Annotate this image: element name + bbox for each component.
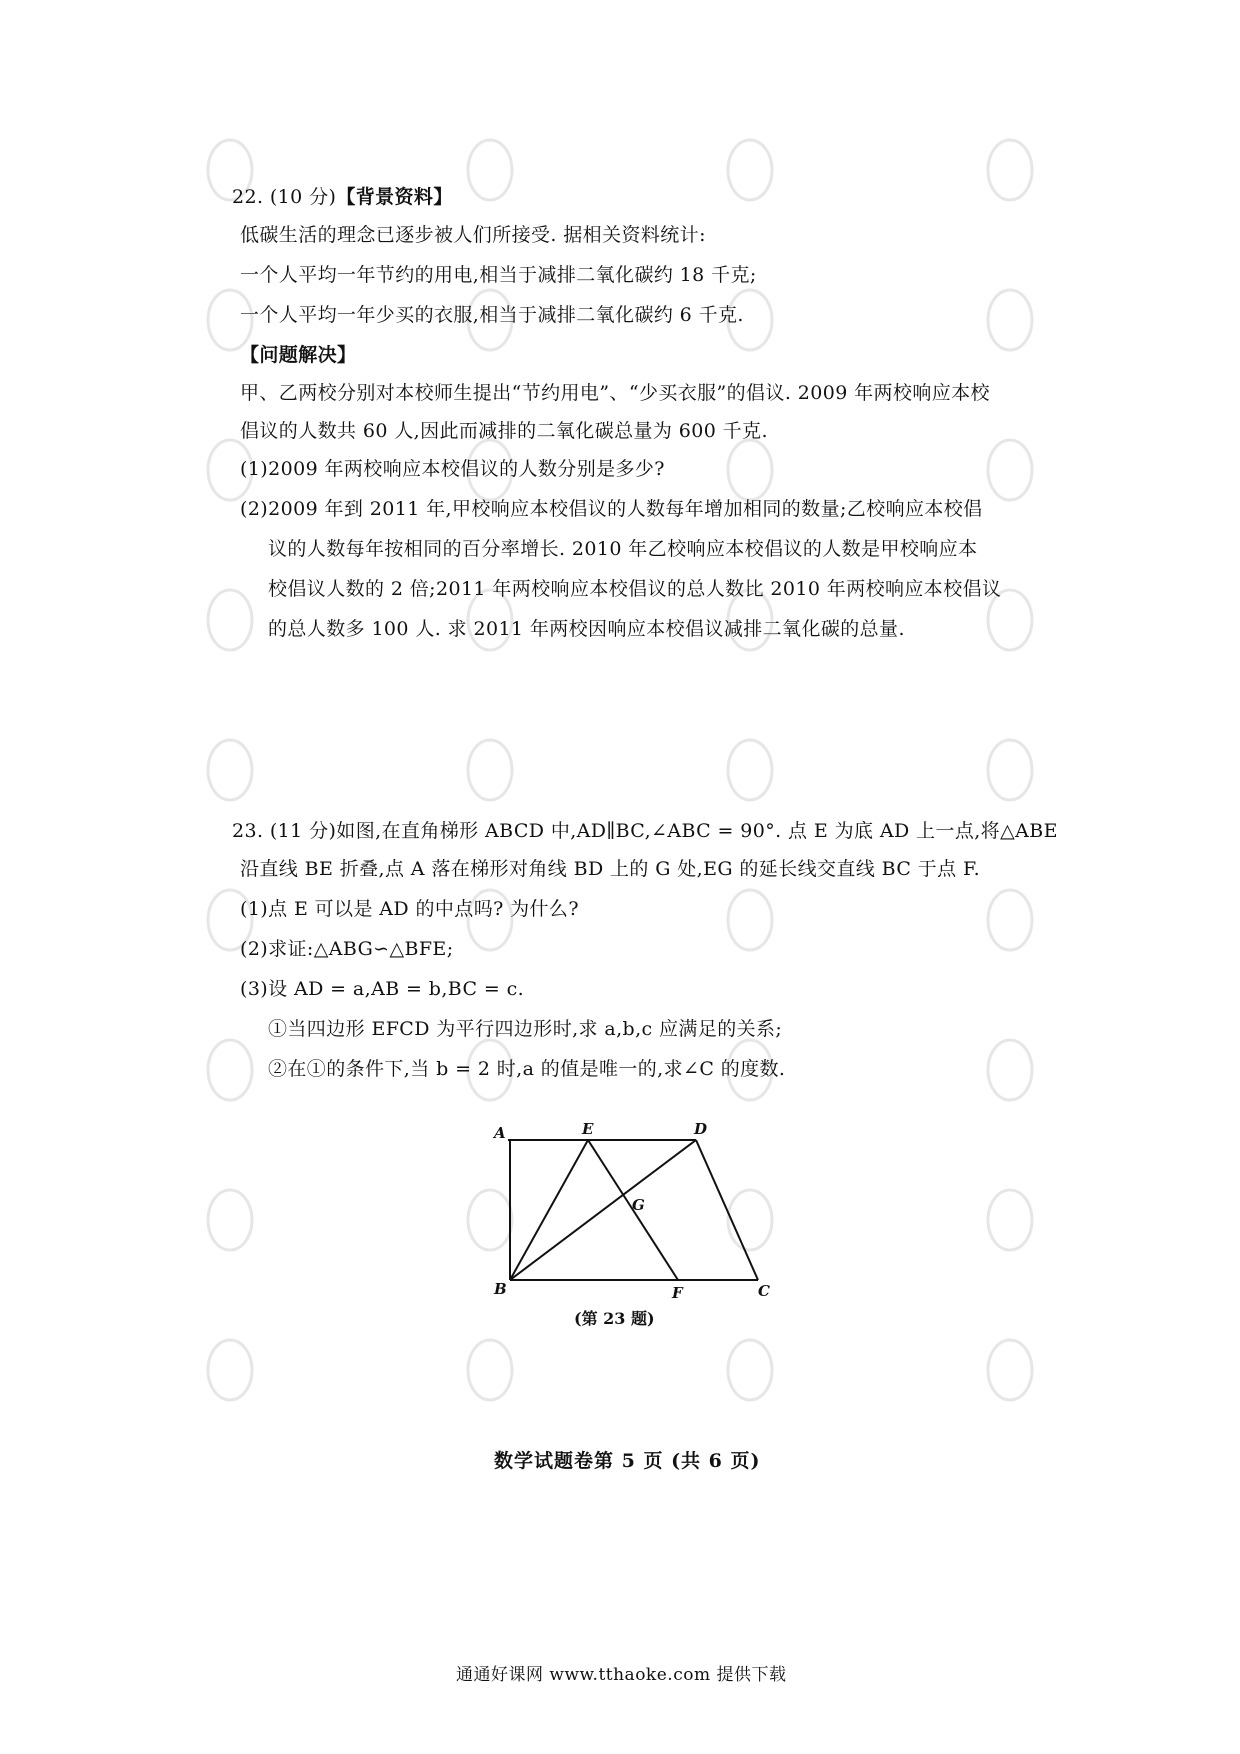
q22-background-line-3: 一个人平均一年少买的衣服,相当于减排二氧化碳约 6 千克. (240, 304, 744, 326)
q23-subquestion-3b: ②在①的条件下,当 b = 2 时,a 的值是唯一的,求∠C 的度数. (268, 1058, 786, 1080)
q22-subquestion-2-line-3: 校倡议人数的 2 倍;2011 年两校响应本校倡议的总人数比 2010 年两校响应本校倡议 (268, 578, 1002, 600)
q23-subquestion-1: (1)点 E 可以是 AD 的中点吗? 为什么? (240, 898, 579, 920)
q22-subquestion-2-line-1: (2)2009 年到 2011 年,甲校响应本校倡议的人数每年增加相同的数量;乙校响应本校倡 (240, 498, 983, 520)
q22-subquestion-2-line-4: 的总人数多 100 人. 求 2011 年两校因响应本校倡议减排二氧化碳的总量. (268, 618, 905, 640)
site-footer: 通通好课网 www.tthaoke.com 提供下载 (456, 1665, 787, 1685)
point-g-label: G (632, 1196, 645, 1214)
q23-statement-line-2: 沿直线 BE 折叠,点 A 落在梯形对角线 BD 上的 G 处,EG 的延长线交直线 BC 于点 F. (240, 858, 981, 880)
q22-problem-line-1: 甲、乙两校分别对本校师生提出“节约用电”、“少买衣服”的倡议. 2009 年两校响应本校 (240, 382, 990, 404)
q22-subquestion-1: (1)2009 年两校响应本校倡议的人数分别是多少? (240, 458, 665, 480)
q23-subquestion-2: (2)求证:△ABG∽△BFE; (240, 938, 454, 960)
point-d-label: D (694, 1120, 708, 1138)
segment-bd (510, 1140, 696, 1280)
segment-be (510, 1140, 588, 1280)
q23-statement-line-1: 23. (11 分)如图,在直角梯形 ABCD 中,AD∥BC,∠ABC = 90°. 点 E 为底 AD 上一点,将△ABE (232, 820, 1058, 842)
q23-trapezoid-figure (480, 1112, 780, 1302)
page-footer: 数学试题卷第 5 页 (共 6 页) (494, 1450, 761, 1472)
q22-background-tag: 【背景资料】 (336, 186, 453, 208)
q22-header (232, 184, 453, 210)
q23-subquestion-3a: ①当四边形 EFCD 为平行四边形时,求 a,b,c 应满足的关系; (268, 1018, 783, 1040)
point-b-label: B (494, 1280, 507, 1298)
segment-dc (696, 1140, 758, 1280)
q22-problem-tag: 【问题解决】 (240, 344, 357, 366)
q22-background-line-2: 一个人平均一年节约的用电,相当于减排二氧化碳约 18 千克; (240, 264, 757, 286)
point-e-label: E (582, 1120, 594, 1138)
q22-background-line-1: 低碳生活的理念已逐步被人们所接受. 据相关资料统计: (240, 224, 706, 246)
point-c-label: C (758, 1282, 770, 1300)
q22-number: 22. (10 分) (232, 186, 337, 208)
point-f-label: F (672, 1284, 683, 1302)
q22-subquestion-2-line-2: 议的人数每年按相同的百分率增长. 2010 年乙校响应本校倡议的人数是甲校响应本 (268, 538, 978, 560)
q23-subquestion-3: (3)设 AD = a,AB = b,BC = c. (240, 978, 525, 1000)
figure-caption: (第 23 题) (574, 1309, 655, 1328)
point-a-label: A (494, 1124, 506, 1142)
q22-problem-line-2: 倡议的人数共 60 人,因此而减排的二氧化碳总量为 600 千克. (240, 420, 768, 442)
